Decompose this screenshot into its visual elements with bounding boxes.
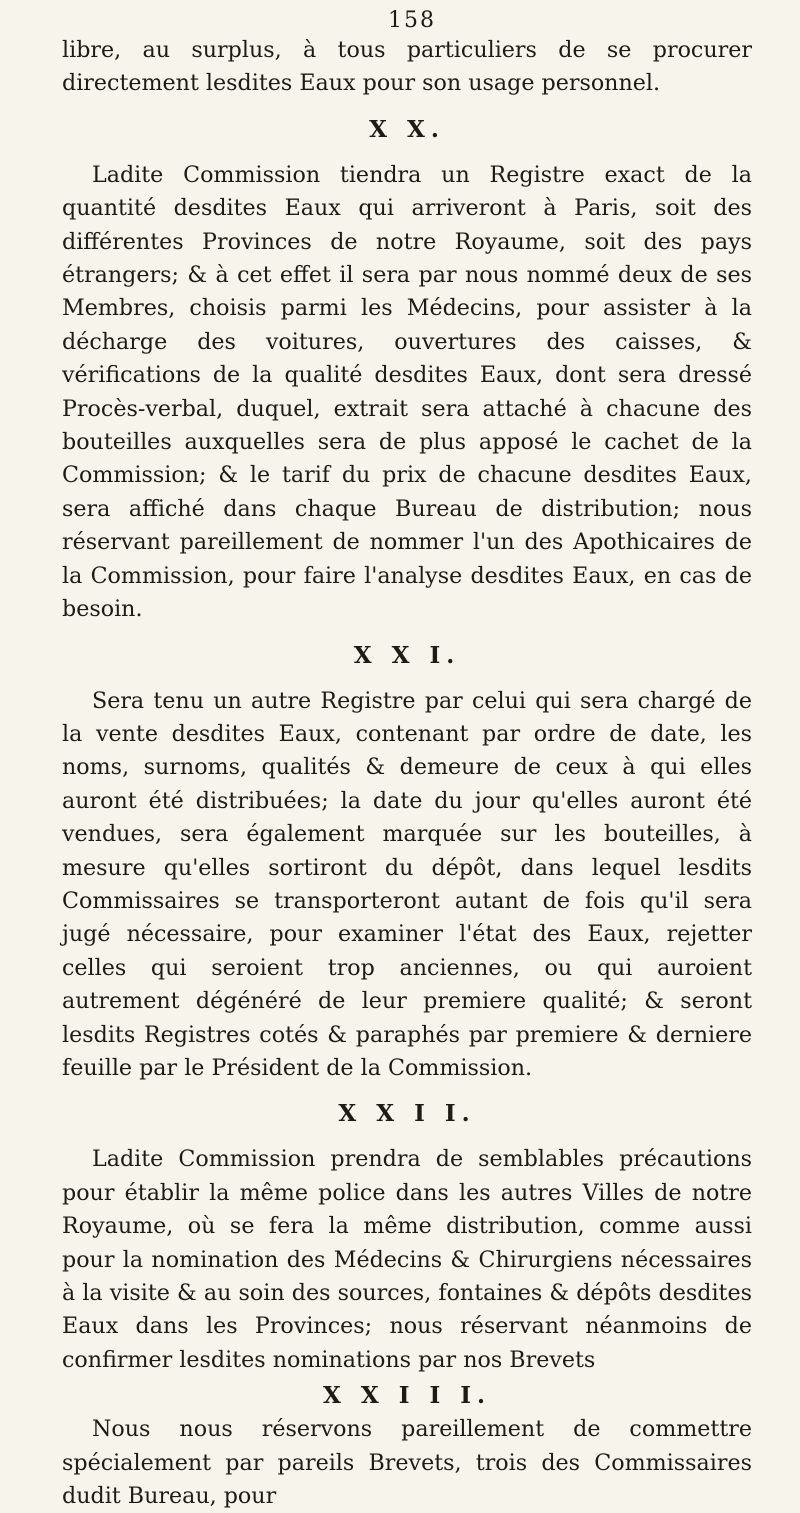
- paragraph: Ladite Commission prendra de semblables précautions pour établir la même police dans les autres Villes de notre Royaume, où se fera la même distribution, comme aussi pour la nomination des Médecins & Chirurgiens nécessaires à la visite & au soin des sources, fontaines & dépôts desdites Eaux dans les Provinces; nous réservant néanmoins de confirmer lesdites nominations par nos Brevets: [62, 1146, 752, 1373]
- paragraph: libre, au surplus, à tous particuliers de se procurer directement lesdites Eaux pour son usage personnel.: [62, 37, 752, 97]
- article-heading: X X I I I.: [322, 1382, 491, 1410]
- paragraph: Sera tenu un autre Registre par celui qui sera chargé de la vente desdites Eaux, contenant par ordre de date, les noms, surnoms, qualités & demeure de ceux à qui elles auront été distribuées; la date du jour qu'elles auront été vendues, sera également marquée sur les bouteilles, à mesure qu'elles sortiront du dépôt, dans lequel lesdits Commissaires se transporteront autant de fois qu'il sera jugé nécessaire, pour examiner l'état des Eaux, rejetter celles qui seroient trop anciennes, ou qui auroient autrement dégénéré de leur premiere qualité; & seront lesdits Registres cotés & paraphés par premiere & derniere feuille par le Président de la Commission.: [62, 687, 752, 1081]
- article-heading: X X I.: [353, 641, 461, 669]
- page-body: [62, 34, 752, 1513]
- paragraph: Nous nous réservons pareillement de commettre spécialement par pareils Brevets, trois des Commissaires dudit Bureau, pour: [62, 1416, 752, 1510]
- article-heading: X X I I.: [338, 1100, 476, 1128]
- page-number: 158: [388, 8, 436, 33]
- paragraph: Ladite Commission tiendra un Registre exact de la quantité desdites Eaux qui arriveront à Paris, soit des différentes Provinces de notre Royaume, soit des pays étrangers; & à cet effet il sera par nous nommé deux de ses Membres, choisis parmi les Médecins, pour assister à la décharge des voitures, ouvertures des caisses, & vérifications de la qualité desdites Eaux, dont sera dressé Procès-verbal, duquel, extrait sera attaché à chacune des bouteilles auxquelles sera de plus apposé le cachet de la Commission; & le tarif du prix de chacune desdites Eaux, sera affiché dans chaque Bureau de distribution; nous réservant pareillement de nommer l'un des Apothicaires de la Commission, pour faire l'analyse desdites Eaux, en cas de besoin.: [62, 161, 752, 623]
- article-heading: X X.: [369, 115, 445, 143]
